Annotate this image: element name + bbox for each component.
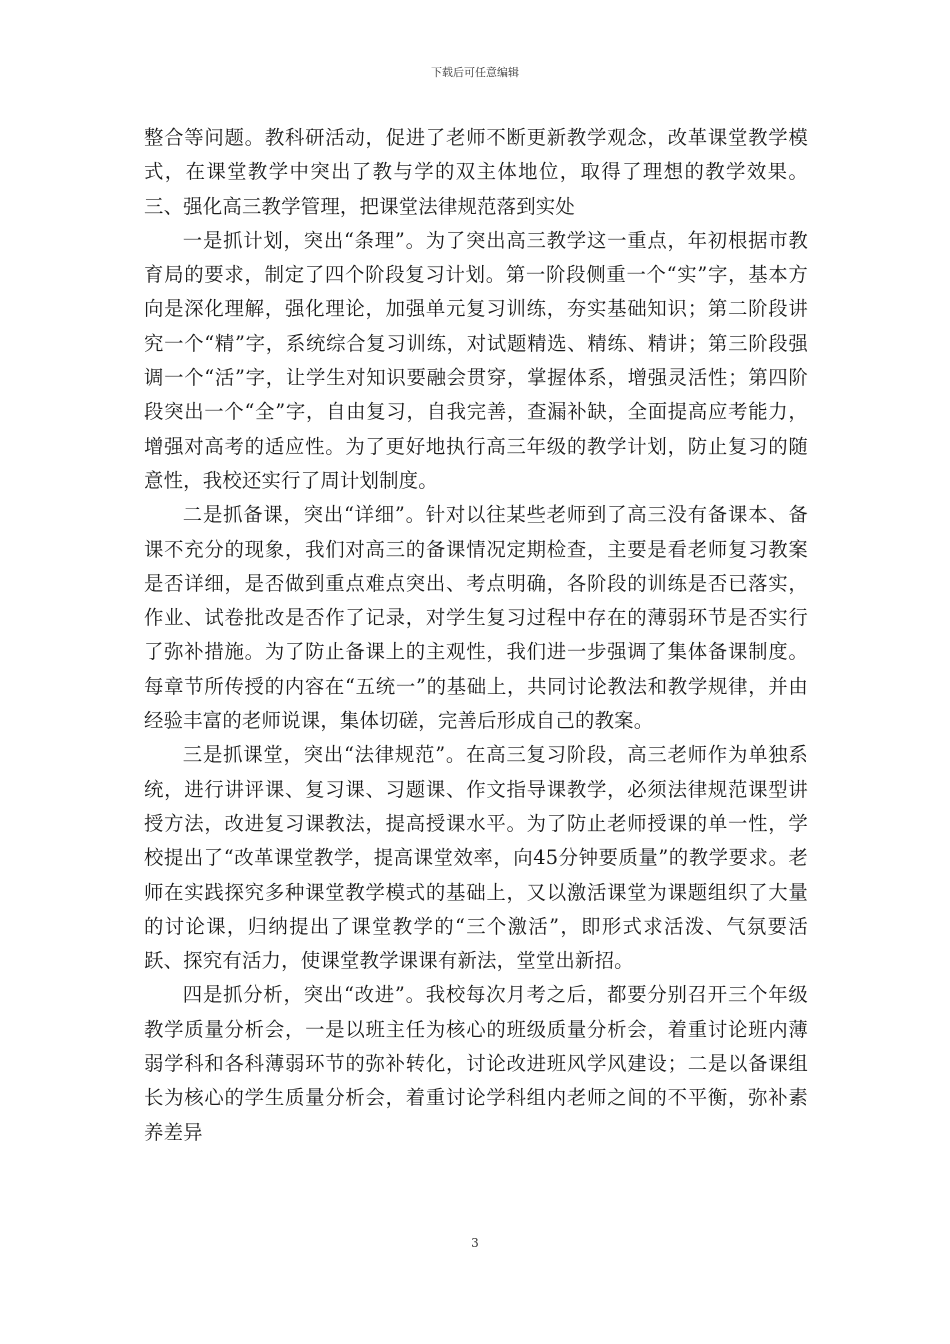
paragraph: 三是抓课堂，突出“法律规范”。在高三复习阶段，高三老师作为单独系统，进行讲评课、复习课、习题课、作文指导课教学，必须法律规范课型讲授方法，改进复习课教法，提高授课水平。为了防止老师授课的单一性，学校提出了“改革课堂教学，提高课堂效率，向45分钟要质量”的教学要求。老师在实践探究多种课堂教学模式的基础上，又以激活课堂为课题组织了大量的讨论课，归纳提出了课堂教学的“三个激活”，即形式求活泼、气氛要活跃、探究有活力，使课堂教学课课有新法，堂堂出新招。 [144,743,808,973]
page-footer [0,1236,950,1250]
paragraph: 整合等问题。教科研活动，促进了老师不断更新教学观念，改革课堂教学模式，在课堂教学中突出了教与学的双主体地位，取得了理想的教学效果。三、强化高三教学管理，把课堂法律规范落到实处 [144,126,808,218]
paragraph: 二是抓备课，突出“详细”。针对以往某些老师到了高三没有备课本、备课不充分的现象，我们对高三的备课情况定期检查，主要是看老师复习教案是否详细，是否做到重点难点突出、考点明确，各阶段的训练是否已落实，作业、试卷批改是否作了记录，对学生复习过程中存在的薄弱环节是否实行了弥补措施。为了防止备课上的主观性，我们进一步强调了集体备课制度。每章节所传授的内容在“五统一”的基础上，共同讨论教法和教学规律，并由经验丰富的老师说课，集体切磋，完善后形成自己的教案。 [144,503,808,733]
paragraph: 一是抓计划，突出“条理”。为了突出高三教学这一重点，年初根据市教育局的要求，制定了四个阶段复习计划。第一阶段侧重一个“实”字，基本方向是深化理解，强化理论，加强单元复习训练，夯实基础知识；第二阶段讲究一个“精”字，系统综合复习训练，对试题精选、精练、精讲；第三阶段强调一个“活”字，让学生对知识要融会贯穿，掌握体系，增强灵活性；第四阶段突出一个“全”字，自由复习，自我完善，查漏补缺，全面提高应考能力，增强对高考的适应性。为了更好地执行高三年级的教学计划，防止复习的随意性，我校还实行了周计划制度。 [144,228,808,492]
page-number: 3 [471,1236,479,1250]
header-note: 下载后可任意编辑 [431,66,519,79]
page-header [0,66,950,80]
document-body [144,121,808,1150]
paragraph: 四是抓分析，突出“改进”。我校每次月考之后，都要分别召开三个年级教学质量分析会，一是以班主任为核心的班级质量分析会，着重讨论班内薄弱学科和各科薄弱环节的弥补转化，讨论改进班风学风建设；二是以备课组长为核心的学生质量分析会，着重讨论学科组内老师之间的不平衡，弥补素养差异 [144,983,808,1144]
